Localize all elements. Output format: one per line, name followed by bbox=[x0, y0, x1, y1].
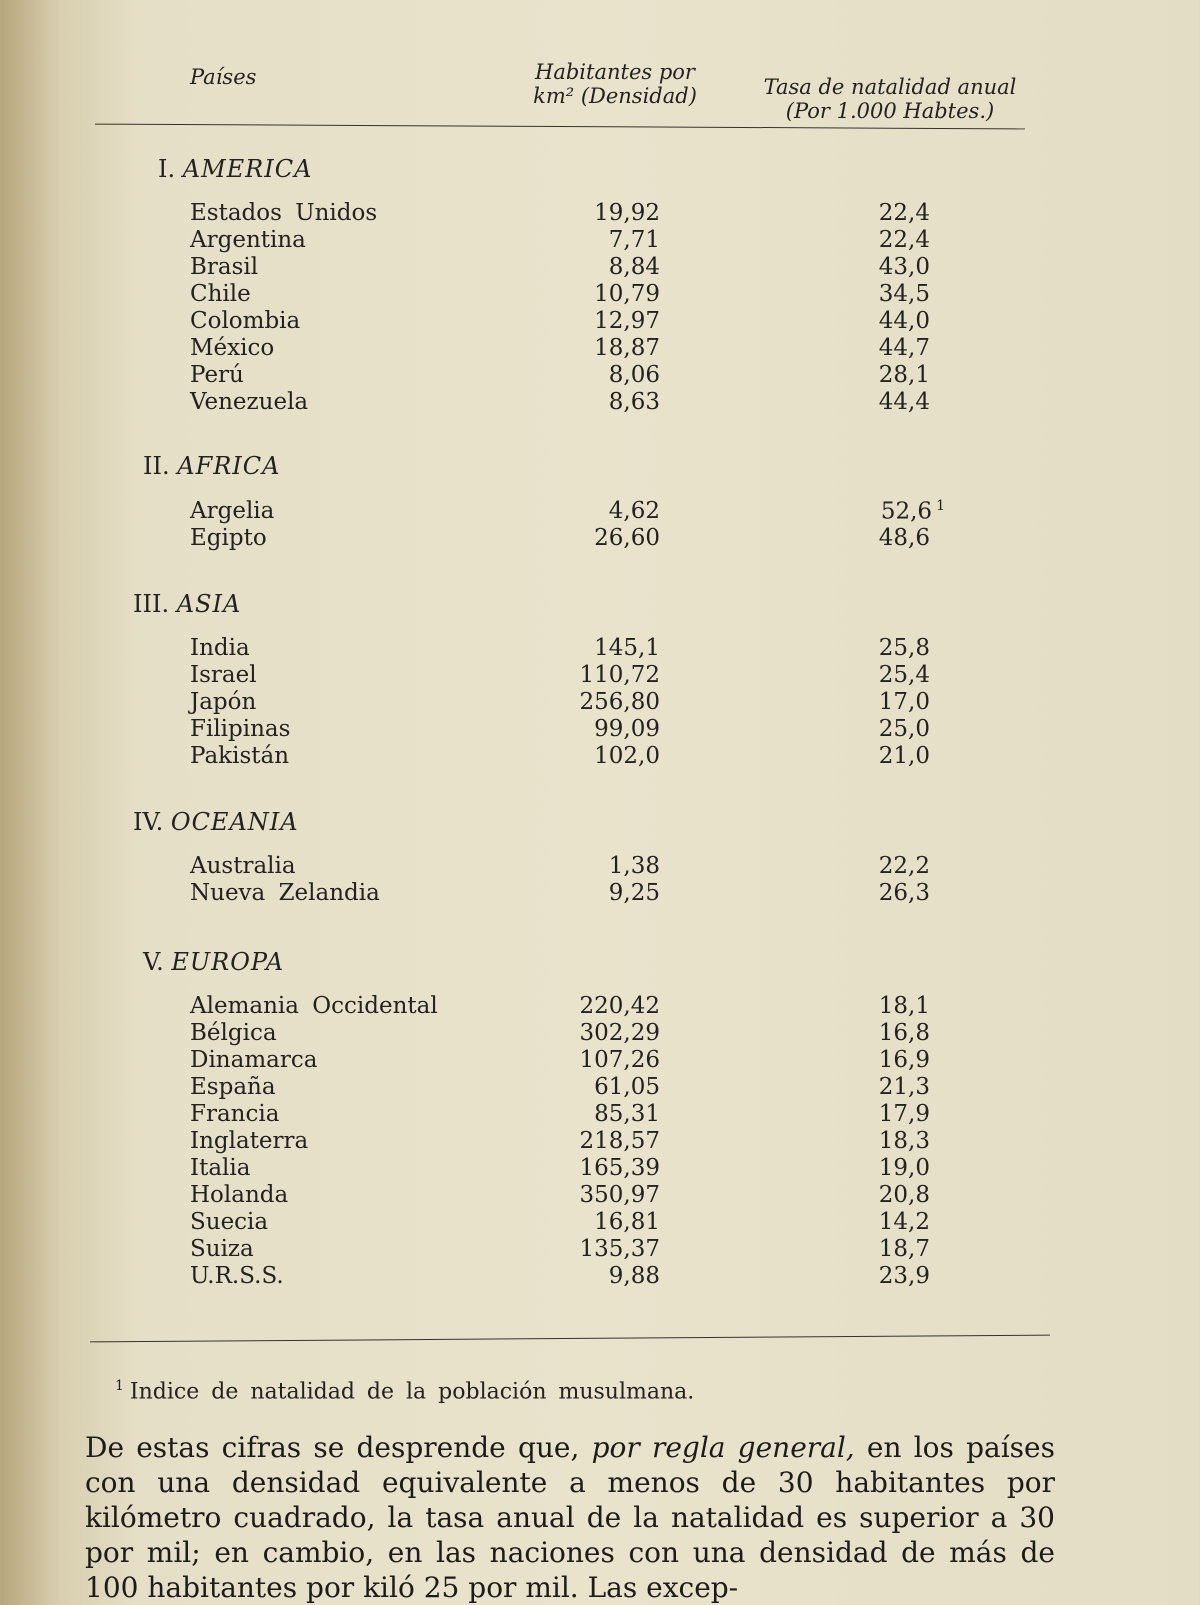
density-cell: 145,1 bbox=[594, 635, 660, 661]
country-cell: U.R.S.S. bbox=[190, 1263, 284, 1289]
birth-rate-value: 43,0 bbox=[878, 254, 930, 280]
country-cell: Australia bbox=[190, 853, 296, 879]
birth-rate-cell bbox=[760, 993, 930, 1019]
table-top-rule bbox=[95, 124, 1025, 130]
density-cell: 220,42 bbox=[579, 993, 660, 1019]
header-rate-line1: Tasa de natalidad anual bbox=[763, 75, 1017, 99]
density-cell: 9,88 bbox=[608, 1263, 660, 1289]
body-paragraph bbox=[85, 1430, 1055, 1605]
birth-rate-value: 44,4 bbox=[878, 389, 930, 415]
birth-rate-cell bbox=[760, 335, 930, 361]
density-cell: 26,60 bbox=[594, 525, 660, 551]
density-cell: 8,84 bbox=[608, 254, 660, 280]
birth-rate-value: 18,3 bbox=[878, 1128, 930, 1154]
density-cell: 7,71 bbox=[608, 227, 660, 253]
birth-rate-value: 19,0 bbox=[878, 1155, 930, 1181]
density-cell: 110,72 bbox=[579, 662, 660, 688]
density-cell: 12,97 bbox=[594, 308, 660, 334]
density-cell: 350,97 bbox=[579, 1182, 660, 1208]
header-density-line1: Habitantes por bbox=[535, 60, 695, 84]
country-cell: Colombia bbox=[190, 308, 301, 334]
birth-rate-cell bbox=[760, 389, 930, 415]
country-cell: Dinamarca bbox=[190, 1047, 318, 1073]
birth-rate-value: 22,4 bbox=[878, 200, 930, 226]
birth-rate-value: 21,0 bbox=[878, 743, 930, 769]
section-number: II. bbox=[143, 452, 170, 480]
birth-rate-cell bbox=[760, 662, 930, 688]
birth-rate-value: 18,7 bbox=[878, 1236, 930, 1262]
birth-rate-value: 34,5 bbox=[878, 281, 930, 307]
birth-rate-value: 18,1 bbox=[878, 993, 930, 1019]
country-cell: Chile bbox=[190, 281, 251, 307]
birth-rate-cell bbox=[760, 689, 930, 715]
birth-rate-cell bbox=[760, 498, 945, 525]
country-cell: Brasil bbox=[190, 254, 259, 280]
section-title bbox=[158, 155, 312, 183]
birth-rate-cell bbox=[760, 1182, 930, 1208]
birth-rate-cell bbox=[760, 1128, 930, 1154]
birth-rate-cell bbox=[760, 635, 930, 661]
country-cell: México bbox=[190, 335, 275, 361]
density-cell: 9,25 bbox=[608, 880, 660, 906]
birth-rate-value: 23,9 bbox=[878, 1263, 930, 1289]
country-cell: Nueva Zelandia bbox=[190, 880, 380, 906]
section-name: AFRICA bbox=[177, 452, 281, 480]
table-row bbox=[0, 635, 1200, 662]
section-title bbox=[133, 590, 241, 618]
table-row bbox=[0, 993, 1200, 1020]
birth-rate-cell bbox=[760, 1155, 930, 1181]
section-title bbox=[133, 808, 299, 836]
density-cell: 165,39 bbox=[579, 1155, 660, 1181]
table-row bbox=[0, 227, 1200, 254]
birth-rate-value: 28,1 bbox=[878, 362, 930, 388]
birth-rate-value: 22,2 bbox=[878, 853, 930, 879]
table-row bbox=[0, 662, 1200, 689]
birth-rate-cell bbox=[760, 880, 930, 906]
density-cell: 8,06 bbox=[608, 362, 660, 388]
country-cell: Argelia bbox=[190, 498, 275, 524]
country-cell: India bbox=[190, 635, 250, 661]
table-row bbox=[0, 389, 1200, 416]
footnote bbox=[115, 1378, 694, 1404]
birth-rate-cell bbox=[760, 1074, 930, 1100]
density-cell: 102,0 bbox=[594, 743, 660, 769]
birth-rate-value: 25,0 bbox=[878, 716, 930, 742]
section-name: AMERICA bbox=[182, 155, 313, 183]
country-cell: Israel bbox=[190, 662, 257, 688]
density-cell: 16,81 bbox=[594, 1209, 660, 1235]
country-cell: Francia bbox=[190, 1101, 280, 1127]
density-cell: 302,29 bbox=[579, 1020, 660, 1046]
country-cell: Argentina bbox=[190, 227, 306, 253]
table-row bbox=[0, 308, 1200, 335]
header-rate-line2: (Por 1.000 Habtes.) bbox=[785, 99, 995, 123]
body-text-emphasis: por regla general, bbox=[591, 1431, 855, 1464]
table-row bbox=[0, 1263, 1200, 1290]
section-title bbox=[143, 948, 284, 976]
density-cell: 107,26 bbox=[579, 1047, 660, 1073]
section-number: V. bbox=[143, 948, 164, 976]
birth-rate-value: 17,0 bbox=[878, 689, 930, 715]
country-cell: Suiza bbox=[190, 1236, 254, 1262]
birth-rate-cell bbox=[760, 1236, 930, 1262]
density-cell: 218,57 bbox=[579, 1128, 660, 1154]
birth-rate-value: 44,7 bbox=[878, 335, 930, 361]
birth-rate-cell bbox=[760, 362, 930, 388]
birth-rate-value: 20,8 bbox=[878, 1182, 930, 1208]
section-name: OCEANIA bbox=[170, 808, 299, 836]
density-cell: 135,37 bbox=[579, 1236, 660, 1262]
country-cell: Venezuela bbox=[190, 389, 309, 415]
table-row bbox=[0, 689, 1200, 716]
section-title bbox=[143, 452, 280, 480]
birth-rate-cell bbox=[760, 200, 930, 226]
table-row bbox=[0, 498, 1200, 525]
country-cell: Holanda bbox=[190, 1182, 289, 1208]
country-cell: Italia bbox=[190, 1155, 251, 1181]
section-name: ASIA bbox=[176, 590, 242, 618]
header-birth-rate bbox=[745, 75, 1035, 123]
birth-rate-value: 48,6 bbox=[878, 525, 930, 551]
birth-rate-value: 44,0 bbox=[878, 308, 930, 334]
birth-rate-cell bbox=[760, 1209, 930, 1235]
section-number: IV. bbox=[133, 808, 164, 836]
birth-rate-cell bbox=[760, 743, 930, 769]
density-cell: 99,09 bbox=[594, 716, 660, 742]
table-row bbox=[0, 1182, 1200, 1209]
table-row bbox=[0, 1047, 1200, 1074]
table-row bbox=[0, 1074, 1200, 1101]
birth-rate-value: 25,4 bbox=[878, 662, 930, 688]
table-row bbox=[0, 281, 1200, 308]
table-row bbox=[0, 254, 1200, 281]
section-name: EUROPA bbox=[171, 948, 285, 976]
country-cell: Bélgica bbox=[190, 1020, 277, 1046]
birth-rate-cell bbox=[760, 227, 930, 253]
density-cell: 8,63 bbox=[608, 389, 660, 415]
body-text-middle: en los países con una densidad equivalente a menos de 30 habitantes por kilómetro cuadrado, la tasa anual de la natalidad es superior a 30 por mil; en cambio, en las naciones con una densidad de más de 100 habitantes por kiló bbox=[85, 1431, 1055, 1604]
birth-rate-cell bbox=[760, 853, 930, 879]
table-row bbox=[0, 1128, 1200, 1155]
density-cell: 61,05 bbox=[594, 1074, 660, 1100]
density-cell: 85,31 bbox=[594, 1101, 660, 1127]
country-cell: Alemania Occidental bbox=[190, 993, 438, 1019]
country-cell: Japón bbox=[190, 689, 257, 715]
table-row bbox=[0, 1236, 1200, 1263]
body-text-start: De estas cifras se desprende que, bbox=[85, 1431, 592, 1464]
birth-rate-value: 14,2 bbox=[878, 1209, 930, 1235]
section-number: I. bbox=[158, 155, 176, 183]
birth-rate-value: 17,9 bbox=[878, 1101, 930, 1127]
country-cell: Perú bbox=[190, 362, 244, 388]
table-row bbox=[0, 525, 1200, 552]
density-cell: 19,92 bbox=[594, 200, 660, 226]
header-density bbox=[505, 60, 725, 108]
section-number: III. bbox=[133, 590, 170, 618]
birth-rate-value: 52,6 bbox=[880, 498, 933, 525]
footnote-text: Indice de natalidad de la población musulmana. bbox=[129, 1379, 695, 1405]
header-density-line2: km² (Densidad) bbox=[533, 84, 697, 108]
density-cell: 10,79 bbox=[594, 281, 660, 307]
birth-rate-value: 22,4 bbox=[878, 227, 930, 253]
density-cell: 256,80 bbox=[579, 689, 660, 715]
density-cell: 18,87 bbox=[594, 335, 660, 361]
birth-rate-cell bbox=[760, 281, 930, 307]
density-cell: 1,38 bbox=[608, 853, 660, 879]
table-row bbox=[0, 362, 1200, 389]
birth-rate-value: 21,3 bbox=[878, 1074, 930, 1100]
density-cell: 4,62 bbox=[608, 498, 660, 524]
table-row bbox=[0, 200, 1200, 227]
table-row bbox=[0, 1020, 1200, 1047]
footnote-reference: 1 bbox=[936, 498, 945, 514]
table-row bbox=[0, 743, 1200, 770]
country-cell: Pakistán bbox=[190, 743, 290, 769]
country-cell: Estados Unidos bbox=[190, 200, 378, 226]
table-row bbox=[0, 853, 1200, 880]
birth-rate-cell bbox=[760, 1020, 930, 1046]
table-row bbox=[0, 880, 1200, 907]
footnote-mark: 1 bbox=[115, 1378, 124, 1394]
table-row bbox=[0, 1209, 1200, 1236]
header-countries: Países bbox=[190, 65, 257, 89]
table-bottom-rule bbox=[90, 1335, 1050, 1343]
table-row bbox=[0, 1155, 1200, 1182]
body-text-end: 25 por mil. Las excep- bbox=[423, 1571, 739, 1604]
birth-rate-value: 25,8 bbox=[878, 635, 930, 661]
birth-rate-cell bbox=[760, 525, 930, 551]
country-cell: Inglaterra bbox=[190, 1128, 309, 1154]
birth-rate-value: 26,3 bbox=[878, 880, 930, 906]
table-row bbox=[0, 716, 1200, 743]
country-cell: Filipinas bbox=[190, 716, 291, 742]
birth-rate-cell bbox=[760, 1263, 930, 1289]
table-row bbox=[0, 1101, 1200, 1128]
birth-rate-cell bbox=[760, 1047, 930, 1073]
country-cell: Egipto bbox=[190, 525, 267, 551]
birth-rate-cell bbox=[760, 1101, 930, 1127]
table-row bbox=[0, 335, 1200, 362]
country-cell: Suecia bbox=[190, 1209, 269, 1235]
birth-rate-cell bbox=[760, 254, 930, 280]
birth-rate-cell bbox=[760, 716, 930, 742]
birth-rate-cell bbox=[760, 308, 930, 334]
birth-rate-value: 16,9 bbox=[878, 1047, 930, 1073]
birth-rate-value: 16,8 bbox=[878, 1020, 930, 1046]
country-cell: España bbox=[190, 1074, 276, 1100]
